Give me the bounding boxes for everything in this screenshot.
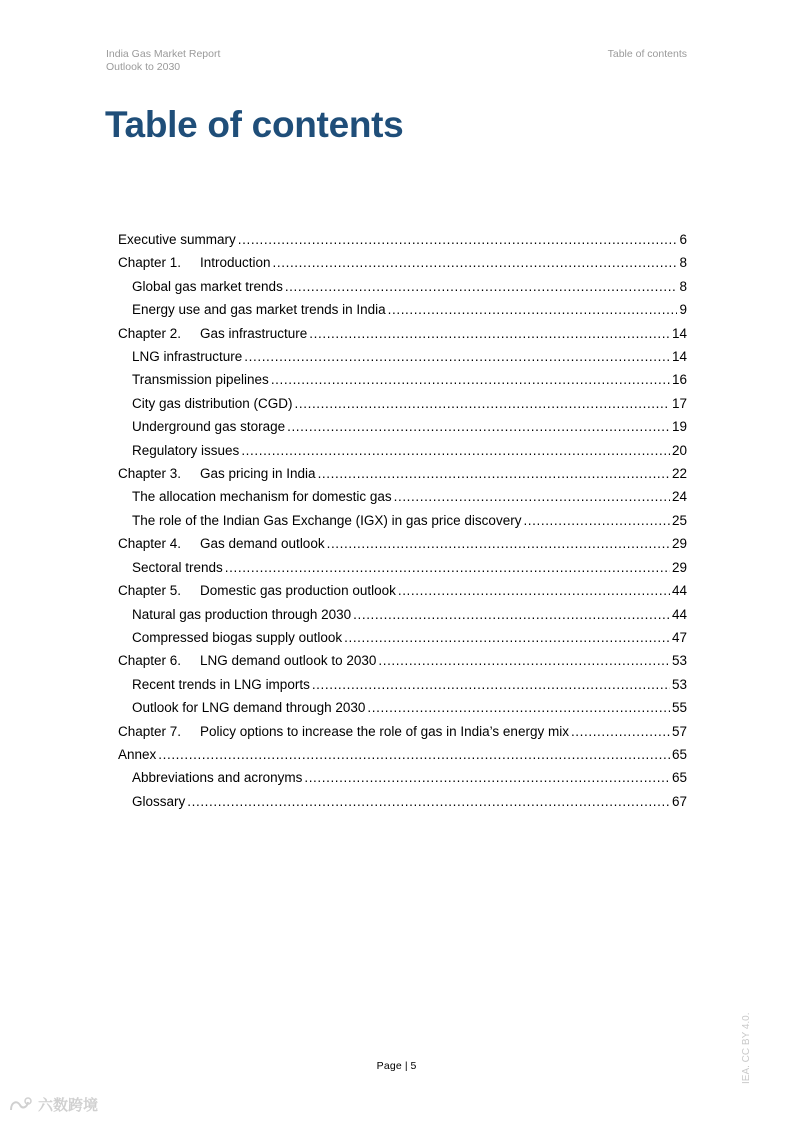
toc-dot-leader	[312, 673, 670, 696]
page-footer	[0, 1060, 793, 1072]
toc-entry[interactable]	[118, 603, 687, 626]
toc-dot-leader	[304, 766, 670, 789]
toc-entry[interactable]	[118, 345, 687, 368]
toc-entry-text	[118, 228, 236, 251]
toc-entry-label: Energy use and gas market trends in India	[132, 302, 386, 318]
toc-page-number: 67	[671, 793, 687, 809]
watermark	[8, 1094, 98, 1115]
toc-entry[interactable]	[118, 790, 687, 813]
toc-chapter-number: Chapter 7.	[118, 723, 182, 739]
toc-entry[interactable]	[118, 439, 687, 462]
toc-entry-label: Executive summary	[118, 232, 236, 247]
toc-entry-text	[118, 532, 325, 555]
toc-chapter-number: Chapter 1.	[118, 255, 182, 271]
toc-entry-label: Global gas market trends	[132, 278, 283, 294]
toc-entry-text	[118, 720, 569, 743]
toc-entry[interactable]	[118, 720, 687, 743]
toc-page-number: 65	[671, 746, 687, 762]
toc-entry-label: Regulatory issues	[132, 442, 240, 458]
toc-dot-leader	[241, 439, 670, 462]
toc-entry-text	[132, 556, 223, 579]
toc-entry-label: The allocation mechanism for domestic gas	[132, 489, 392, 505]
toc-entry-label: Glossary	[132, 793, 186, 809]
toc-entry-text	[118, 649, 376, 672]
toc-entry-text	[118, 251, 271, 274]
page-label: Page	[376, 1060, 402, 1072]
toc-entry-label: Outlook for LNG demand through 2030	[132, 700, 366, 716]
toc-dot-leader	[285, 275, 678, 298]
toc-entry-text	[132, 485, 392, 508]
toc-dot-leader	[378, 649, 670, 672]
toc-page-number: 16	[671, 372, 687, 388]
toc-entry-label: Compressed biogas supply outlook	[132, 629, 343, 645]
toc-entry[interactable]	[118, 766, 687, 789]
toc-dot-leader	[158, 743, 670, 766]
toc-page-number: 19	[671, 419, 687, 435]
toc-page-number: 6	[679, 232, 687, 247]
toc-entry-label: Policy options to increase the role of gas in India’s energy mix	[200, 723, 569, 739]
toc-entry-text	[132, 439, 239, 462]
toc-entry-text	[132, 368, 269, 391]
toc-entry-text	[132, 766, 302, 789]
toc-page-number: 8	[679, 278, 687, 294]
toc-dot-leader	[394, 485, 670, 508]
watermark-logo-icon	[8, 1096, 34, 1114]
toc-entry-label: Introduction	[200, 255, 271, 271]
toc-page-number: 29	[671, 559, 687, 575]
toc-entry-text	[132, 626, 342, 649]
license-note: IEA. CC BY 4.0.	[741, 1012, 752, 1084]
toc-entry[interactable]	[118, 649, 687, 672]
toc-entry-label: LNG demand outlook to 2030	[200, 653, 377, 669]
toc-page-number: 53	[671, 676, 687, 692]
toc-entry[interactable]	[118, 696, 687, 719]
toc-page-number: 8	[679, 255, 687, 271]
toc-entry-text	[118, 579, 396, 602]
toc-entry-text	[132, 509, 521, 532]
running-header	[106, 48, 220, 74]
toc-dot-leader	[523, 509, 670, 532]
toc-page-number: 22	[671, 466, 687, 482]
toc-entry-text	[132, 415, 285, 438]
toc-entry-label: Gas pricing in India	[200, 466, 316, 482]
page-separator: |	[404, 1060, 408, 1072]
toc-entry-label: LNG infrastructure	[132, 349, 243, 365]
toc-dot-leader	[318, 462, 670, 485]
toc-entry[interactable]	[118, 532, 687, 555]
toc-entry-label: Sectoral trends	[132, 559, 223, 575]
toc-entry[interactable]	[118, 251, 687, 274]
toc-page-number: 44	[671, 606, 687, 622]
toc-entry-label: Abbreviations and acronyms	[132, 770, 303, 786]
toc-entry-text	[132, 275, 283, 298]
toc-entry-text	[132, 298, 386, 321]
toc-entry-label: Gas infrastructure	[200, 325, 308, 341]
toc-entry[interactable]	[118, 368, 687, 391]
toc-dot-leader	[287, 415, 670, 438]
toc-chapter-number: Chapter 6.	[118, 653, 182, 669]
toc-dot-leader	[388, 298, 678, 321]
toc-entry-text	[118, 743, 156, 766]
page-number: 5	[410, 1060, 417, 1072]
toc-entry-text	[132, 603, 351, 626]
toc-page-number: 17	[671, 395, 687, 411]
toc-page-number: 24	[671, 489, 687, 505]
toc-entry-text	[132, 392, 293, 415]
report-title: India Gas Market Report	[106, 48, 221, 60]
toc-entry-text	[132, 790, 185, 813]
toc-entry[interactable]	[118, 626, 687, 649]
report-subtitle: Outlook to 2030	[106, 61, 181, 73]
table-of-contents	[118, 228, 687, 813]
toc-page-number: 57	[671, 723, 687, 739]
toc-entry-text	[118, 462, 316, 485]
toc-dot-leader	[309, 322, 670, 345]
toc-entry[interactable]	[118, 228, 687, 251]
toc-dot-leader	[327, 532, 670, 555]
toc-entry-label: Recent trends in LNG imports	[132, 676, 310, 692]
toc-page-number: 55	[671, 700, 687, 716]
toc-entry[interactable]	[118, 322, 687, 345]
toc-dot-leader	[344, 626, 670, 649]
toc-chapter-number: Chapter 5.	[118, 583, 182, 599]
toc-page-number: 25	[671, 512, 687, 528]
toc-page-number: 14	[671, 349, 687, 365]
section-header: Table of contents	[607, 48, 687, 60]
toc-entry-label: Natural gas production through 2030	[132, 606, 352, 622]
toc-entry-label: Underground gas storage	[132, 419, 286, 435]
toc-entry-text	[132, 345, 242, 368]
toc-dot-leader	[295, 392, 670, 415]
toc-entry[interactable]	[118, 579, 687, 602]
toc-entry[interactable]	[118, 485, 687, 508]
toc-page-number: 20	[671, 442, 687, 458]
toc-page-number: 47	[671, 629, 687, 645]
toc-dot-leader	[571, 720, 670, 743]
toc-entry[interactable]	[118, 275, 687, 298]
toc-entry[interactable]	[118, 509, 687, 532]
toc-dot-leader	[244, 345, 670, 368]
toc-page-number: 53	[671, 653, 687, 669]
toc-chapter-number: Chapter 2.	[118, 325, 182, 341]
toc-entry-label: Transmission pipelines	[132, 372, 269, 388]
toc-entry[interactable]	[118, 392, 687, 415]
toc-entry[interactable]	[118, 743, 687, 766]
toc-entry-label: Domestic gas production outlook	[200, 583, 396, 599]
toc-page-number: 29	[671, 536, 687, 552]
toc-dot-leader	[398, 579, 670, 602]
toc-entry-text	[118, 322, 307, 345]
toc-entry-text	[132, 696, 365, 719]
toc-entry-label: Annex	[118, 746, 157, 762]
toc-page-number: 9	[679, 302, 687, 318]
watermark-text: 六数跨境	[38, 1097, 99, 1114]
toc-entry-label: The role of the Indian Gas Exchange (IGX) in gas price discovery	[132, 512, 522, 528]
toc-dot-leader	[273, 251, 678, 274]
page-title: Table of contents	[105, 104, 404, 145]
toc-entry[interactable]	[118, 673, 687, 696]
toc-dot-leader	[238, 228, 678, 251]
toc-entry[interactable]	[118, 462, 687, 485]
toc-entry-label: Gas demand outlook	[200, 536, 325, 552]
toc-page-number: 44	[671, 583, 687, 599]
toc-entry[interactable]	[118, 556, 687, 579]
toc-page-number: 14	[671, 325, 687, 341]
toc-entry-label: City gas distribution (CGD)	[132, 395, 293, 411]
toc-dot-leader	[271, 368, 670, 391]
toc-chapter-number: Chapter 3.	[118, 466, 182, 482]
toc-dot-leader	[353, 603, 670, 626]
toc-dot-leader	[225, 556, 670, 579]
toc-entry[interactable]	[118, 415, 687, 438]
toc-dot-leader	[367, 696, 670, 719]
toc-entry[interactable]	[118, 298, 687, 321]
toc-entry-text	[132, 673, 310, 696]
toc-chapter-number: Chapter 4.	[118, 536, 182, 552]
toc-page-number: 65	[671, 770, 687, 786]
toc-dot-leader	[187, 790, 670, 813]
